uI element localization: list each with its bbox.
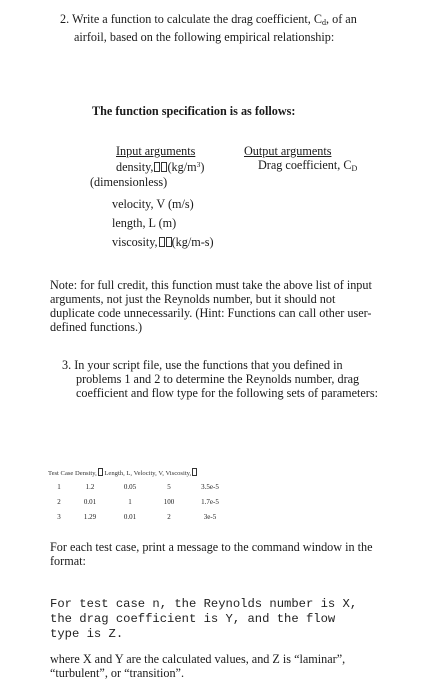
code-message-format: For test case n, the Reynolds number is X, the drag coefficient is Y, and the flow type is Z. — [50, 597, 358, 641]
table-header-row: Test Case Density, Length, L, Velocity, V, Viscosity, — [48, 468, 232, 479]
cell-viscosity: 1.7e-5 — [201, 497, 219, 506]
missing-glyph-icon — [192, 468, 197, 476]
header-viscosity: Viscosity, — [165, 470, 192, 477]
print-instruction: For each test case, print a message to the command window in the format: — [50, 540, 373, 568]
spec-heading: The function specification is as follows: — [92, 104, 296, 118]
header-test-case: Test Case — [48, 470, 74, 477]
missing-glyph-icon — [159, 237, 165, 247]
table-row — [48, 494, 232, 509]
input-arguments-header: Input arguments — [116, 144, 196, 158]
cell-length: 1 — [128, 497, 132, 506]
input-density: density, $(kg/m^3)$ — [116, 160, 205, 174]
cell-length: 0.01 — [123, 512, 137, 521]
problem-2-text: 2. Write a function to calculate the drag coefficient, $C_d$, of an airfoil, based on the following empirical relationship: — [60, 12, 357, 44]
missing-glyph-icon — [98, 468, 103, 476]
cell-case: 2 — [57, 497, 61, 506]
input-velocity: velocity, V (m/s) — [112, 197, 194, 211]
cell-length: 0.05 — [123, 482, 137, 491]
cell-velocity: 5 — [167, 482, 171, 491]
header-density: Density, — [75, 470, 97, 477]
cell-viscosity: 3.5e-5 — [201, 482, 219, 491]
cell-case: 1 — [57, 482, 61, 491]
cell-viscosity: 3e-5 — [203, 512, 217, 521]
header-length: Length, L — [104, 470, 131, 477]
cell-density: 1.29 — [83, 512, 97, 521]
table-row — [48, 479, 232, 494]
output-arguments-header: Output arguments — [244, 144, 332, 158]
cell-density: 1.2 — [85, 482, 95, 491]
table-row — [48, 509, 232, 524]
closing-paragraph: where X and Y are the calculated values, and Z is “laminar”, “turbulent”, or “transition”. — [50, 652, 346, 680]
input-dimensionless: (dimensionless) — [90, 175, 168, 189]
missing-glyph-icon — [154, 162, 160, 172]
cell-velocity: 100 — [163, 497, 175, 506]
header-velocity: Velocity, V — [133, 470, 163, 477]
input-length: length, L (m) — [112, 216, 177, 230]
cell-velocity: 2 — [167, 512, 171, 521]
cell-density: 0.01 — [83, 497, 97, 506]
input-viscosity: viscosity, (kg/m-s) — [112, 235, 214, 249]
output-drag-coefficient: Drag coefficient, $C_D$ — [258, 158, 358, 173]
cell-case: 3 — [57, 512, 61, 521]
problem-3-text: 3. In your script file, use the functions that you defined in problems 1 and 2 to determine the Reynolds number, drag coefficient and flow type for the following sets of parameters: — [62, 358, 378, 400]
problem-3 — [62, 358, 378, 400]
note-paragraph: Note: for full credit, this function must take the above list of input arguments, not just the Reynolds number, but it should not duplicate code unnecessarily. (Hint: Functions can call other user-defined functions.) — [50, 278, 372, 334]
problem-2 — [60, 12, 380, 44]
test-case-table — [48, 468, 232, 524]
